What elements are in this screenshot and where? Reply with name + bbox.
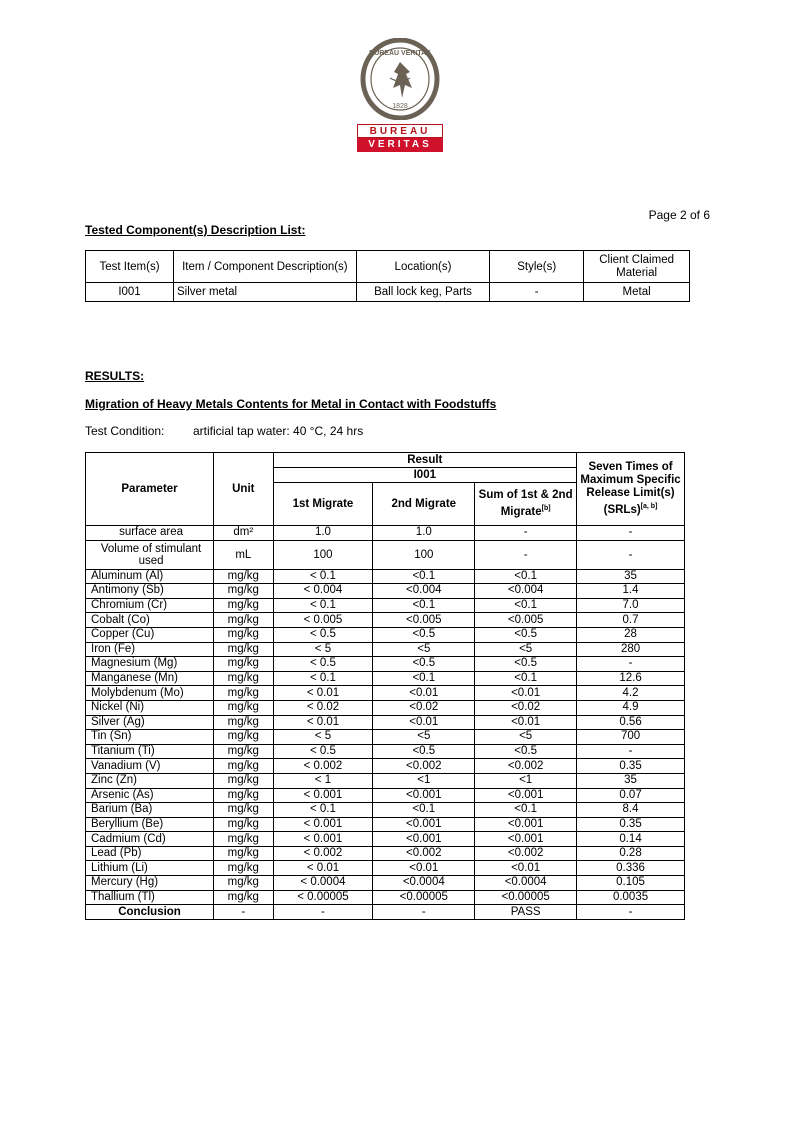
migrate2-cell: <5 [373, 642, 475, 657]
migrate1-cell: < 0.01 [273, 715, 373, 730]
sum-cell: <0.02 [475, 700, 577, 715]
migrate1-cell: < 0.01 [273, 861, 373, 876]
sum-cell: PASS [475, 905, 577, 920]
migrate2-cell: <0.00005 [373, 890, 475, 905]
unit-cell: mg/kg [214, 817, 273, 832]
migrate1-cell: < 0.5 [273, 744, 373, 759]
limit-cell: 4.2 [577, 686, 685, 701]
migrate1-cell: < 0.001 [273, 832, 373, 847]
logo-brand-line2: VERITAS [357, 138, 443, 152]
table-row [86, 627, 685, 642]
limit-cell: 0.0035 [577, 890, 685, 905]
parameter-cell: Iron (Fe) [86, 642, 214, 657]
migrate1-cell: < 5 [273, 642, 373, 657]
header-srl-sup: [a, b] [640, 503, 658, 511]
parameter-cell: Vanadium (V) [86, 759, 214, 774]
sum-cell: <0.1 [475, 598, 577, 613]
limit-cell: 280 [577, 642, 685, 657]
tested-components-heading: Tested Component(s) Description List: [85, 223, 306, 237]
migrate1-cell: < 0.1 [273, 598, 373, 613]
parameter-cell: Tin (Sn) [86, 730, 214, 745]
header-unit: Unit [214, 453, 273, 526]
parameter-cell: Aluminum (Al) [86, 569, 214, 584]
migrate2-cell: <0.001 [373, 788, 475, 803]
results-heading: RESULTS: [85, 369, 145, 383]
parameter-cell: Silver (Ag) [86, 715, 214, 730]
migrate2-cell: <0.004 [373, 584, 475, 599]
limit-cell: - [577, 526, 685, 541]
table-row [86, 876, 685, 891]
limit-cell: 0.35 [577, 759, 685, 774]
migrate2-cell: 100 [373, 540, 475, 569]
migrate1-cell: 100 [273, 540, 373, 569]
bureau-veritas-logo [357, 38, 443, 152]
table-row [86, 730, 685, 745]
limit-cell: 0.105 [577, 876, 685, 891]
table-row [86, 657, 685, 672]
migrate2-cell: <0.5 [373, 627, 475, 642]
migrate2-cell: <5 [373, 730, 475, 745]
unit-cell: mg/kg [214, 715, 273, 730]
unit-cell: mg/kg [214, 846, 273, 861]
sum-cell: <0.0004 [475, 876, 577, 891]
unit-cell: mg/kg [214, 730, 273, 745]
parameter-cell: Zinc (Zn) [86, 773, 214, 788]
header-result: Result [273, 453, 577, 468]
table-row [86, 744, 685, 759]
unit-cell: mg/kg [214, 788, 273, 803]
limit-cell: 4.9 [577, 700, 685, 715]
migrate2-cell: <0.5 [373, 657, 475, 672]
sum-cell: <0.5 [475, 627, 577, 642]
unit-cell: mg/kg [214, 671, 273, 686]
limit-cell: 0.35 [577, 817, 685, 832]
sum-cell: <0.01 [475, 686, 577, 701]
migrate1-cell: < 0.002 [273, 846, 373, 861]
unit-cell: mL [214, 540, 273, 569]
limit-cell: 0.336 [577, 861, 685, 876]
header-m2: 2nd Migrate [373, 483, 475, 526]
migrate2-cell: <0.1 [373, 598, 475, 613]
seal-icon [357, 38, 443, 120]
table-row [86, 846, 685, 861]
header-cell: Location(s) [356, 251, 489, 283]
conclusion-row [86, 905, 685, 920]
sum-cell: <0.00005 [475, 890, 577, 905]
parameter-cell: Volume of stimulant used [86, 540, 214, 569]
header-sum-sup: [b] [541, 505, 551, 513]
parameter-cell: Antimony (Sb) [86, 584, 214, 599]
results-table-body [86, 526, 685, 920]
limit-cell: 700 [577, 730, 685, 745]
migrate1-cell: < 0.5 [273, 627, 373, 642]
parameter-cell: surface area [86, 526, 214, 541]
table-row [86, 861, 685, 876]
table-row [86, 526, 685, 541]
table-row [86, 759, 685, 774]
parameter-cell: Cadmium (Cd) [86, 832, 214, 847]
migrate1-cell: < 0.002 [273, 759, 373, 774]
migrate2-cell: <0.001 [373, 817, 475, 832]
header-cell: Client Claimed Material [584, 251, 690, 283]
limit-cell: 35 [577, 569, 685, 584]
parameter-cell: Copper (Cu) [86, 627, 214, 642]
unit-cell: mg/kg [214, 861, 273, 876]
limit-cell: 0.56 [577, 715, 685, 730]
parameter-cell: Barium (Ba) [86, 803, 214, 818]
test-condition [85, 424, 364, 438]
unit-cell: mg/kg [214, 700, 273, 715]
sum-cell: <0.5 [475, 657, 577, 672]
tested-components-table [85, 250, 690, 302]
sum-cell: <0.1 [475, 803, 577, 818]
parameter-cell: Beryllium (Be) [86, 817, 214, 832]
header-sum-text: Sum of 1st & 2nd Migrate [478, 489, 573, 518]
limit-cell: 0.7 [577, 613, 685, 628]
migrate2-cell: <0.005 [373, 613, 475, 628]
unit-cell: mg/kg [214, 803, 273, 818]
migrate1-cell: < 0.5 [273, 657, 373, 672]
unit-cell: - [214, 905, 273, 920]
header-cell: Test Item(s) [86, 251, 174, 283]
table-cell: - [490, 283, 584, 302]
table-row [86, 803, 685, 818]
parameter-cell: Titanium (Ti) [86, 744, 214, 759]
table-row [86, 788, 685, 803]
sum-cell: <5 [475, 642, 577, 657]
parameter-cell: Molybdenum (Mo) [86, 686, 214, 701]
migrate2-cell: <0.5 [373, 744, 475, 759]
unit-cell: mg/kg [214, 569, 273, 584]
seal-year: 1828 [392, 103, 408, 110]
unit-cell: mg/kg [214, 642, 273, 657]
table-row [86, 715, 685, 730]
sum-cell: - [475, 540, 577, 569]
sum-cell: <5 [475, 730, 577, 745]
header-item: I001 [273, 468, 577, 483]
limit-cell: 0.14 [577, 832, 685, 847]
limit-cell: 35 [577, 773, 685, 788]
header-m1: 1st Migrate [273, 483, 373, 526]
limit-cell: - [577, 744, 685, 759]
unit-cell: mg/kg [214, 890, 273, 905]
header-cell: Style(s) [490, 251, 584, 283]
migrate1-cell: < 0.1 [273, 671, 373, 686]
migrate2-cell: <0.001 [373, 832, 475, 847]
table-row [86, 598, 685, 613]
migrate2-cell: <0.002 [373, 759, 475, 774]
migrate1-cell: < 0.0004 [273, 876, 373, 891]
table-header-row [86, 251, 690, 283]
sum-cell: <0.005 [475, 613, 577, 628]
unit-cell: dm² [214, 526, 273, 541]
limit-cell: - [577, 905, 685, 920]
sum-cell: <1 [475, 773, 577, 788]
migrate2-cell: <0.01 [373, 861, 475, 876]
table-row [86, 832, 685, 847]
sum-cell: <0.001 [475, 832, 577, 847]
limit-cell: 1.4 [577, 584, 685, 599]
migrate1-cell: < 1 [273, 773, 373, 788]
unit-cell: mg/kg [214, 773, 273, 788]
table-row [86, 773, 685, 788]
parameter-cell: Lithium (Li) [86, 861, 214, 876]
migrate1-cell: < 5 [273, 730, 373, 745]
table-row [86, 817, 685, 832]
results-table [85, 452, 685, 920]
table-row [86, 890, 685, 905]
sum-cell: <0.002 [475, 846, 577, 861]
parameter-cell: Conclusion [86, 905, 214, 920]
limit-cell: 8.4 [577, 803, 685, 818]
parameter-cell: Arsenic (As) [86, 788, 214, 803]
table-cell: Metal [584, 283, 690, 302]
sum-cell: <0.1 [475, 569, 577, 584]
limit-cell: 7.0 [577, 598, 685, 613]
limit-cell: - [577, 657, 685, 672]
sum-cell: - [475, 526, 577, 541]
sum-cell: <0.001 [475, 788, 577, 803]
parameter-cell: Thallium (Tl) [86, 890, 214, 905]
unit-cell: mg/kg [214, 876, 273, 891]
header-sum [475, 483, 577, 526]
limit-cell: 12.6 [577, 671, 685, 686]
migrate1-cell: < 0.1 [273, 803, 373, 818]
migrate2-cell: - [373, 905, 475, 920]
table-cell: Silver metal [174, 283, 357, 302]
parameter-cell: Nickel (Ni) [86, 700, 214, 715]
migrate1-cell: < 0.004 [273, 584, 373, 599]
unit-cell: mg/kg [214, 832, 273, 847]
test-condition-value: artificial tap water: 40 °C, 24 hrs [193, 424, 364, 438]
migrate2-cell: <0.01 [373, 686, 475, 701]
sum-cell: <0.1 [475, 671, 577, 686]
table-row [86, 700, 685, 715]
migrate1-cell: < 0.001 [273, 817, 373, 832]
sum-cell: <0.001 [475, 817, 577, 832]
migrate1-cell: - [273, 905, 373, 920]
parameter-cell: Lead (Pb) [86, 846, 214, 861]
page-number: Page 2 of 6 [648, 208, 710, 222]
migrate1-cell: < 0.1 [273, 569, 373, 584]
table-cell: I001 [86, 283, 174, 302]
table-row [86, 613, 685, 628]
migrate2-cell: <0.02 [373, 700, 475, 715]
header-srl [577, 453, 685, 526]
unit-cell: mg/kg [214, 627, 273, 642]
parameter-cell: Chromium (Cr) [86, 598, 214, 613]
migrate2-cell: <1 [373, 773, 475, 788]
logo-brand-line1: BUREAU [357, 124, 443, 138]
sum-cell: <0.5 [475, 744, 577, 759]
migrate1-cell: < 0.02 [273, 700, 373, 715]
header-cell: Item / Component Description(s) [174, 251, 357, 283]
test-condition-label: Test Condition: [85, 424, 165, 438]
unit-cell: mg/kg [214, 657, 273, 672]
unit-cell: mg/kg [214, 686, 273, 701]
parameter-cell: Cobalt (Co) [86, 613, 214, 628]
migrate2-cell: <0.1 [373, 803, 475, 818]
migrate2-cell: 1.0 [373, 526, 475, 541]
sum-cell: <0.01 [475, 861, 577, 876]
unit-cell: mg/kg [214, 744, 273, 759]
header-srl-text: Seven Times of Maximum Specific Release Limit(s) (SRLs) [580, 461, 681, 516]
unit-cell: mg/kg [214, 759, 273, 774]
migrate1-cell: < 0.00005 [273, 890, 373, 905]
parameter-cell: Mercury (Hg) [86, 876, 214, 891]
unit-cell: mg/kg [214, 598, 273, 613]
table-row [86, 671, 685, 686]
migrate1-cell: < 0.001 [273, 788, 373, 803]
limit-cell: - [577, 540, 685, 569]
parameter-cell: Magnesium (Mg) [86, 657, 214, 672]
table-row [86, 584, 685, 599]
table-row [86, 569, 685, 584]
table-cell: Ball lock keg, Parts [356, 283, 489, 302]
parameter-cell: Manganese (Mn) [86, 671, 214, 686]
table-row [86, 283, 690, 302]
sum-cell: <0.004 [475, 584, 577, 599]
migrate2-cell: <0.01 [373, 715, 475, 730]
limit-cell: 0.28 [577, 846, 685, 861]
table-row [86, 642, 685, 657]
results-subheading: Migration of Heavy Metals Contents for Metal in Contact with Foodstuffs [85, 397, 497, 411]
limit-cell: 0.07 [577, 788, 685, 803]
migrate2-cell: <0.002 [373, 846, 475, 861]
seal-text: BUREAU VERITAS [369, 50, 431, 57]
limit-cell: 28 [577, 627, 685, 642]
migrate1-cell: < 0.01 [273, 686, 373, 701]
unit-cell: mg/kg [214, 613, 273, 628]
sum-cell: <0.002 [475, 759, 577, 774]
migrate2-cell: <0.1 [373, 569, 475, 584]
migrate2-cell: <0.1 [373, 671, 475, 686]
unit-cell: mg/kg [214, 584, 273, 599]
table-row [86, 686, 685, 701]
sum-cell: <0.01 [475, 715, 577, 730]
migrate2-cell: <0.0004 [373, 876, 475, 891]
migrate1-cell: < 0.005 [273, 613, 373, 628]
table-row [86, 540, 685, 569]
header-parameter: Parameter [86, 453, 214, 526]
migrate1-cell: 1.0 [273, 526, 373, 541]
